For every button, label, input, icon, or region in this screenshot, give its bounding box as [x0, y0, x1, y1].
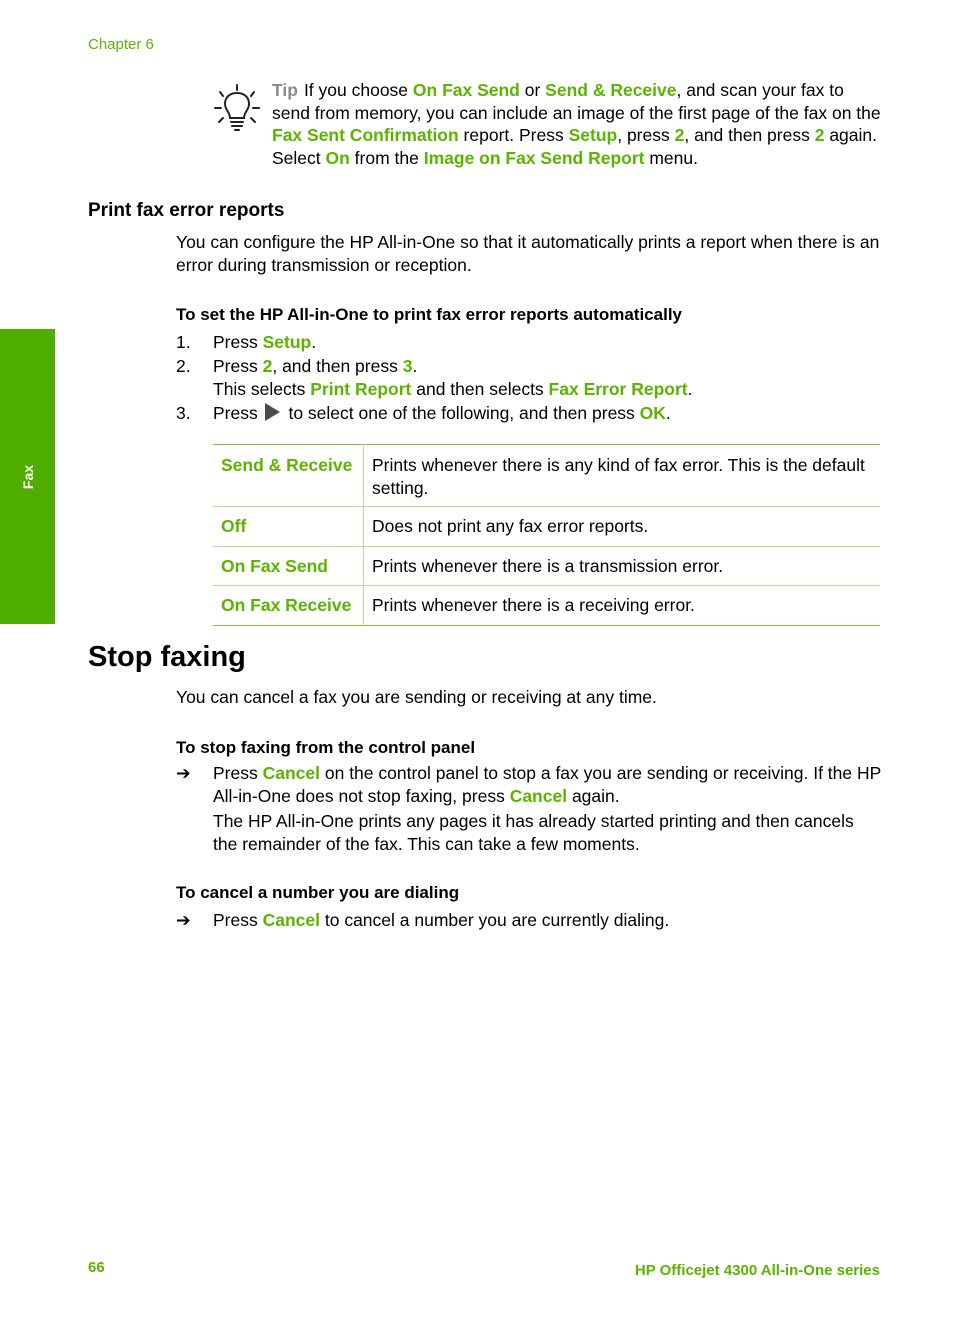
- menu-term: Image on Fax Send Report: [423, 147, 645, 168]
- option-name: On Fax Send: [213, 546, 364, 586]
- menu-term: On: [325, 147, 350, 168]
- page-title: Stop faxing: [88, 641, 246, 673]
- step-item: [176, 331, 881, 355]
- button-term: OK: [639, 402, 666, 423]
- menu-term: Fax Error Report: [548, 379, 688, 400]
- tip-text-part: , press: [617, 125, 675, 146]
- tip-text-part: from the: [349, 147, 424, 168]
- steps-list: [176, 331, 881, 425]
- side-tab-label: Fax: [19, 464, 36, 489]
- option-description: Prints whenever there is a receiving error.: [364, 586, 881, 626]
- section-intro: You can configure the HP All-in-One so that it automatically prints a report when there is an error during transmission or reception.: [176, 232, 880, 275]
- arrow-icon: ➔: [176, 763, 191, 783]
- step-note: The HP All-in-One prints any pages it has already started printing and then cancels the remainder of the fax. This can take a few moments.: [213, 811, 854, 854]
- tip-text-part: If you choose: [303, 80, 413, 100]
- table-row: [213, 546, 880, 586]
- step-text: Press: [213, 402, 263, 423]
- option-name: On Fax Receive: [213, 586, 364, 626]
- option-name: Send & Receive: [213, 445, 364, 507]
- step-text: to cancel a number you are currently dialing.: [320, 910, 670, 930]
- button-term: Cancel: [262, 763, 320, 783]
- step-subtext: and then selects: [411, 379, 549, 400]
- step-text-block: [213, 909, 881, 932]
- tip-text-part: again. Select: [272, 125, 877, 168]
- step-item: [176, 355, 881, 402]
- footer-title: HP Officejet 4300 All-in-One series: [634, 1262, 880, 1279]
- key-term: 2: [674, 125, 685, 146]
- option-description: Prints whenever there is any kind of fax error. This is the default setting.: [372, 455, 865, 498]
- section-heading: Print fax error reports: [88, 200, 285, 221]
- step-text: to select one of the following, and then press: [283, 402, 640, 423]
- arrow-icon: ➔: [176, 910, 191, 930]
- procedure-heading: To set the HP All-in-One to print fax error reports automatically: [176, 305, 682, 324]
- page-number: 66: [88, 1259, 105, 1276]
- step-subtext: .: [687, 379, 693, 400]
- tip-text: [272, 79, 882, 169]
- section-intro: You can cancel a fax you are sending or receiving at any time.: [176, 687, 657, 707]
- step-item: [176, 402, 881, 426]
- step-number: 2.: [176, 355, 191, 376]
- options-table: [213, 444, 880, 626]
- table-row: [213, 586, 880, 626]
- button-term: Cancel: [509, 785, 568, 806]
- menu-term: On Fax Send: [412, 80, 520, 100]
- tip-text-part: menu.: [644, 147, 698, 168]
- step-text: Press: [213, 355, 263, 376]
- button-term: Setup: [262, 332, 312, 352]
- step-text: .: [412, 355, 418, 376]
- step-text-block: [213, 762, 881, 807]
- table-row: [213, 507, 880, 547]
- procedure-step: [176, 762, 881, 855]
- option-name: Off: [213, 507, 364, 547]
- step-text: again.: [567, 785, 620, 806]
- step-text: Press: [213, 910, 263, 930]
- procedure-heading: To stop faxing from the control panel: [176, 738, 476, 757]
- button-term: Setup: [568, 125, 618, 146]
- tip-text-part: , and scan your fax to send from memory, you can include an image of the first page of the fax on the: [272, 80, 881, 123]
- procedure-step: [176, 909, 881, 932]
- right-triangle-icon: [265, 403, 280, 421]
- tip-label: Tip: [272, 80, 298, 100]
- procedure-heading: To cancel a number you are dialing: [176, 883, 460, 902]
- menu-term: Print Report: [310, 379, 412, 400]
- key-term: 3: [402, 355, 413, 376]
- key-term: 2: [262, 355, 273, 376]
- step-text: Press: [213, 332, 263, 352]
- tip-text-part: or: [519, 80, 546, 100]
- option-description: Prints whenever there is a transmission error.: [364, 546, 881, 586]
- step-subtext: This selects: [213, 379, 311, 400]
- tip-text-part: report. Press: [458, 125, 569, 146]
- step-number: 1.: [176, 332, 191, 352]
- step-text: .: [665, 402, 671, 423]
- button-term: Cancel: [262, 910, 320, 930]
- step-text: Press: [213, 763, 263, 783]
- key-term: 2: [814, 125, 825, 146]
- step-text: on the control panel to stop a fax you are sending or receiving. If the HP All-in-One does not stop faxing, press: [213, 763, 881, 806]
- lightbulb-icon: [214, 84, 260, 134]
- menu-term: Send & Receive: [545, 80, 677, 100]
- option-description: Does not print any fax error reports.: [364, 507, 881, 547]
- chapter-label: Chapter 6: [88, 36, 154, 53]
- side-tab: [0, 329, 55, 624]
- step-text: , and then press: [272, 355, 403, 376]
- tip-text-part: , and then press: [684, 125, 815, 146]
- menu-term: Fax Sent Confirmation: [272, 125, 459, 146]
- table-row: [213, 445, 880, 507]
- step-text: .: [311, 332, 317, 352]
- step-number: 3.: [176, 402, 191, 423]
